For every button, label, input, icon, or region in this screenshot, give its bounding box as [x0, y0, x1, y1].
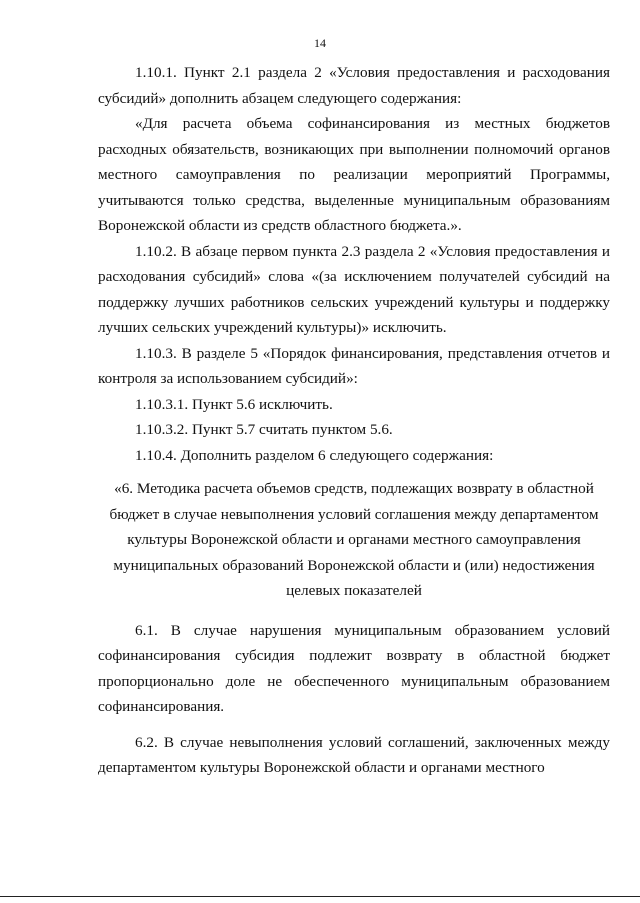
- clause-6-1: 6.1. В случае нарушения муниципальным образованием условий софинансирования субсидия подлежит возврату в областной бюджет пропорционально доле не обеспеченного муниципальным образованием софинансирования.: [98, 621, 610, 715]
- section-heading-line-2: бюджет в случае невыполнения условий соглашения между департаментом: [109, 505, 599, 523]
- clause-6-2: 6.2. В случае невыполнения условий соглашений, заключенных между департаментом культуры Воронежской области и органами местного: [98, 733, 610, 776]
- paragraph-1-10-1: 1.10.1. Пункт 2.1 раздела 2 «Условия предоставления и расходования субсидий» дополнить абзацем следующего содержания:: [98, 64, 610, 107]
- spacer: [98, 720, 610, 730]
- quoted-paragraph: «Для расчета объема софинансирования из местных бюджетов расходных обязательств, возникающих при выполнении полномочий органов местного самоуправления по реализации мероприятий Программы, учитываются только средства, выделенные муниципальным образованиям Воронежской области из средств областного бюджета.».: [98, 115, 610, 234]
- paragraph-1-10-3-1: 1.10.3.1. Пункт 5.6 исключить.: [135, 395, 333, 413]
- document-body: [98, 60, 610, 781]
- section-heading-line-1: «6. Методика расчета объемов средств, подлежащих возврату в областной: [114, 480, 594, 497]
- spacer: [98, 604, 610, 618]
- page-number: 14: [314, 36, 326, 50]
- section-heading-line-5: целевых показателей: [286, 582, 422, 599]
- paragraph-1-10-3-2: 1.10.3.2. Пункт 5.7 считать пунктом 5.6.: [135, 421, 393, 438]
- paragraph-1-10-3: 1.10.3. В разделе 5 «Порядок финансирования, представления отчетов и контроля за использованием субсидий»:: [98, 344, 610, 387]
- paragraph-1-10-4: 1.10.4. Дополнить разделом 6 следующего содержания:: [135, 446, 494, 464]
- page-bottom-rule: [0, 896, 640, 897]
- paragraph-1-10-2: 1.10.2. В абзаце первом пункта 2.3 раздела 2 «Условия предоставления и расходования субсидий» слова «(за исключением получателей субсидий на поддержку лучших работников сельских учреждений культуры и поддержку лучших сельских учреждений культуры)» исключить.: [98, 242, 610, 336]
- section-heading-line-4: муниципальных образований Воронежской области и (или) недостижения: [113, 556, 595, 574]
- spacer: [98, 468, 610, 476]
- section-heading-line-3: культуры Воронежской области и органами местного самоуправления: [127, 531, 581, 548]
